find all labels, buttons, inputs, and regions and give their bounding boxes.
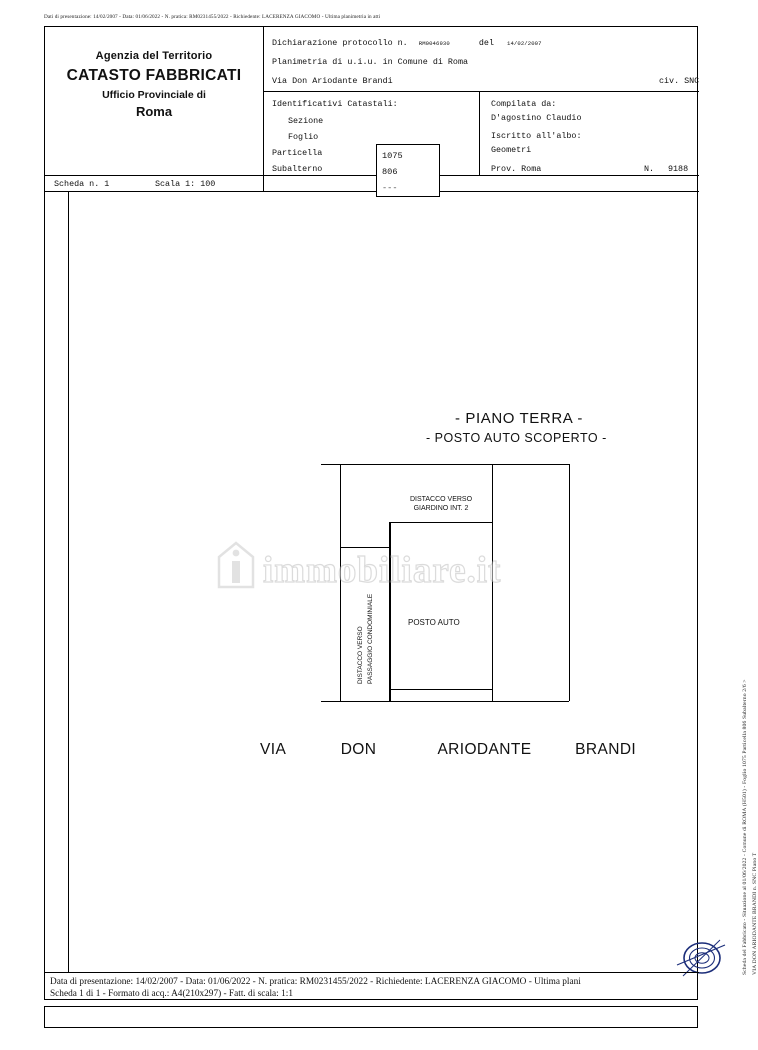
foglio-label: Foglio	[288, 132, 319, 142]
agency-header-block	[45, 27, 264, 176]
header-vertical-divider	[479, 91, 480, 176]
side-text-line-2: VIA DON ARIODANTE BRANDI n. SNC Piano T	[752, 852, 758, 975]
header-horizontal-divider	[264, 91, 699, 92]
del-value: 14/02/2007	[507, 40, 542, 47]
compilata-value: D'agostino Claudio	[491, 113, 582, 123]
agency-city: Roma	[135, 104, 173, 119]
plan-line-mid-horizontal	[389, 522, 493, 523]
watermark-text: immobiliare.it	[263, 550, 502, 591]
civico-label: civ. SNC	[659, 76, 700, 86]
agency-office-line: Ufficio Provinciale di	[102, 89, 206, 101]
header-right-block	[264, 27, 699, 176]
footer-line-1: Data di presentazione: 14/02/2007 - Data: 01/06/2022 - N. pratica: RM0231455/2022 - Richiedente: LACERENZA GIACOMO - Ultima plani	[50, 977, 581, 987]
overlay-subalterno-value: ---	[382, 183, 398, 193]
plan-title: - PIANO TERRA -	[455, 410, 583, 427]
scheda-scala: Scala 1: 100	[155, 179, 216, 189]
scheda-bar-right-fill	[264, 176, 699, 192]
agency-name: Agenzia del Territorio	[95, 50, 213, 62]
prov-label: Prov. Roma	[491, 164, 542, 174]
sezione-label: Sezione	[288, 116, 324, 126]
agency-catasto-title: CATASTO FABBRICATI	[66, 67, 242, 84]
subalterno-label: Subalterno	[272, 164, 323, 174]
street-name-label: VIA DON ARIODANTE BRANDI	[260, 741, 637, 758]
scheda-bar	[45, 176, 264, 192]
label-posto-auto: POSTO AUTO	[408, 618, 460, 627]
side-text-line-1: Scheda del Fabbricato - Situazione al 01/06/2022 - Comune di ROMA (H501) - Foglio 1075 Particella 806 Subalterno 2/6 >	[742, 679, 748, 975]
label-distacco-passaggio-line1: DISTACCO VERSO	[357, 626, 364, 684]
iscritto-label: Iscritto all'albo:	[491, 131, 582, 141]
footer-line-2: Scheda 1 di 1 - Formato di acq.: A4(210x297) - Fatt. di scala: 1:1	[50, 989, 293, 999]
indirizzo-line: Via Don Ariodante Brandi	[272, 76, 393, 86]
plan-line-far-right-vertical	[569, 464, 570, 701]
document-frame	[44, 26, 758, 1000]
overlay-foglio-value: 1075	[382, 151, 403, 161]
compilata-label: Compilata da:	[491, 99, 557, 109]
particella-label: Particella	[272, 148, 323, 158]
label-distacco-giardino: DISTACCO VERSO GIARDINO INT. 2	[409, 496, 473, 512]
dichiarazione-label: Dichiarazione protocollo n.	[272, 38, 408, 48]
label-distacco-passaggio-line2: PASSAGGIO CONDOMINIALE	[367, 593, 374, 684]
iscritto-value: Geometri	[491, 145, 532, 155]
plan-line-tick-upper	[340, 547, 389, 548]
plan-line-top	[340, 464, 493, 465]
cadastral-numbers-overlay	[376, 144, 440, 197]
plan-line-top-right-stub	[492, 464, 569, 465]
overlay-particella-value: 806	[382, 167, 398, 177]
plan-line-left-vertical	[340, 464, 341, 702]
identificativi-label: Identificativi Catastali:	[272, 99, 398, 109]
planimetria-line: Planimetria di u.i.u. in Comune di Roma	[272, 57, 469, 67]
bottom-strip	[44, 1006, 698, 1028]
del-label: del	[478, 38, 494, 48]
plan-line-street-edge	[321, 701, 569, 702]
plan-line-right-vertical	[492, 464, 493, 702]
micro-header-text: Dati di presentazione: 14/02/2007 - Data: 01/06/2022 - N. pratica: RM0231455/2022 - Richiedente: LACERENZA GIACOMO - Ultima planimetria in atti	[44, 14, 381, 20]
dichiarazione-value: RM0046930	[418, 40, 450, 47]
numero-label: N.	[644, 164, 655, 174]
plan-line-bottom-horizontal	[389, 689, 493, 690]
numero-value: 9188	[668, 164, 689, 174]
scheda-numero: Scheda n. 1	[54, 179, 110, 189]
plan-line-top-left-stub	[321, 464, 340, 465]
plan-subtitle: - POSTO AUTO SCOPERTO -	[426, 431, 607, 445]
plan-line-inner-vertical	[389, 522, 391, 702]
plan-canvas	[45, 192, 699, 972]
footer-block	[45, 972, 699, 1001]
canvas-left-margin-column	[45, 192, 69, 972]
